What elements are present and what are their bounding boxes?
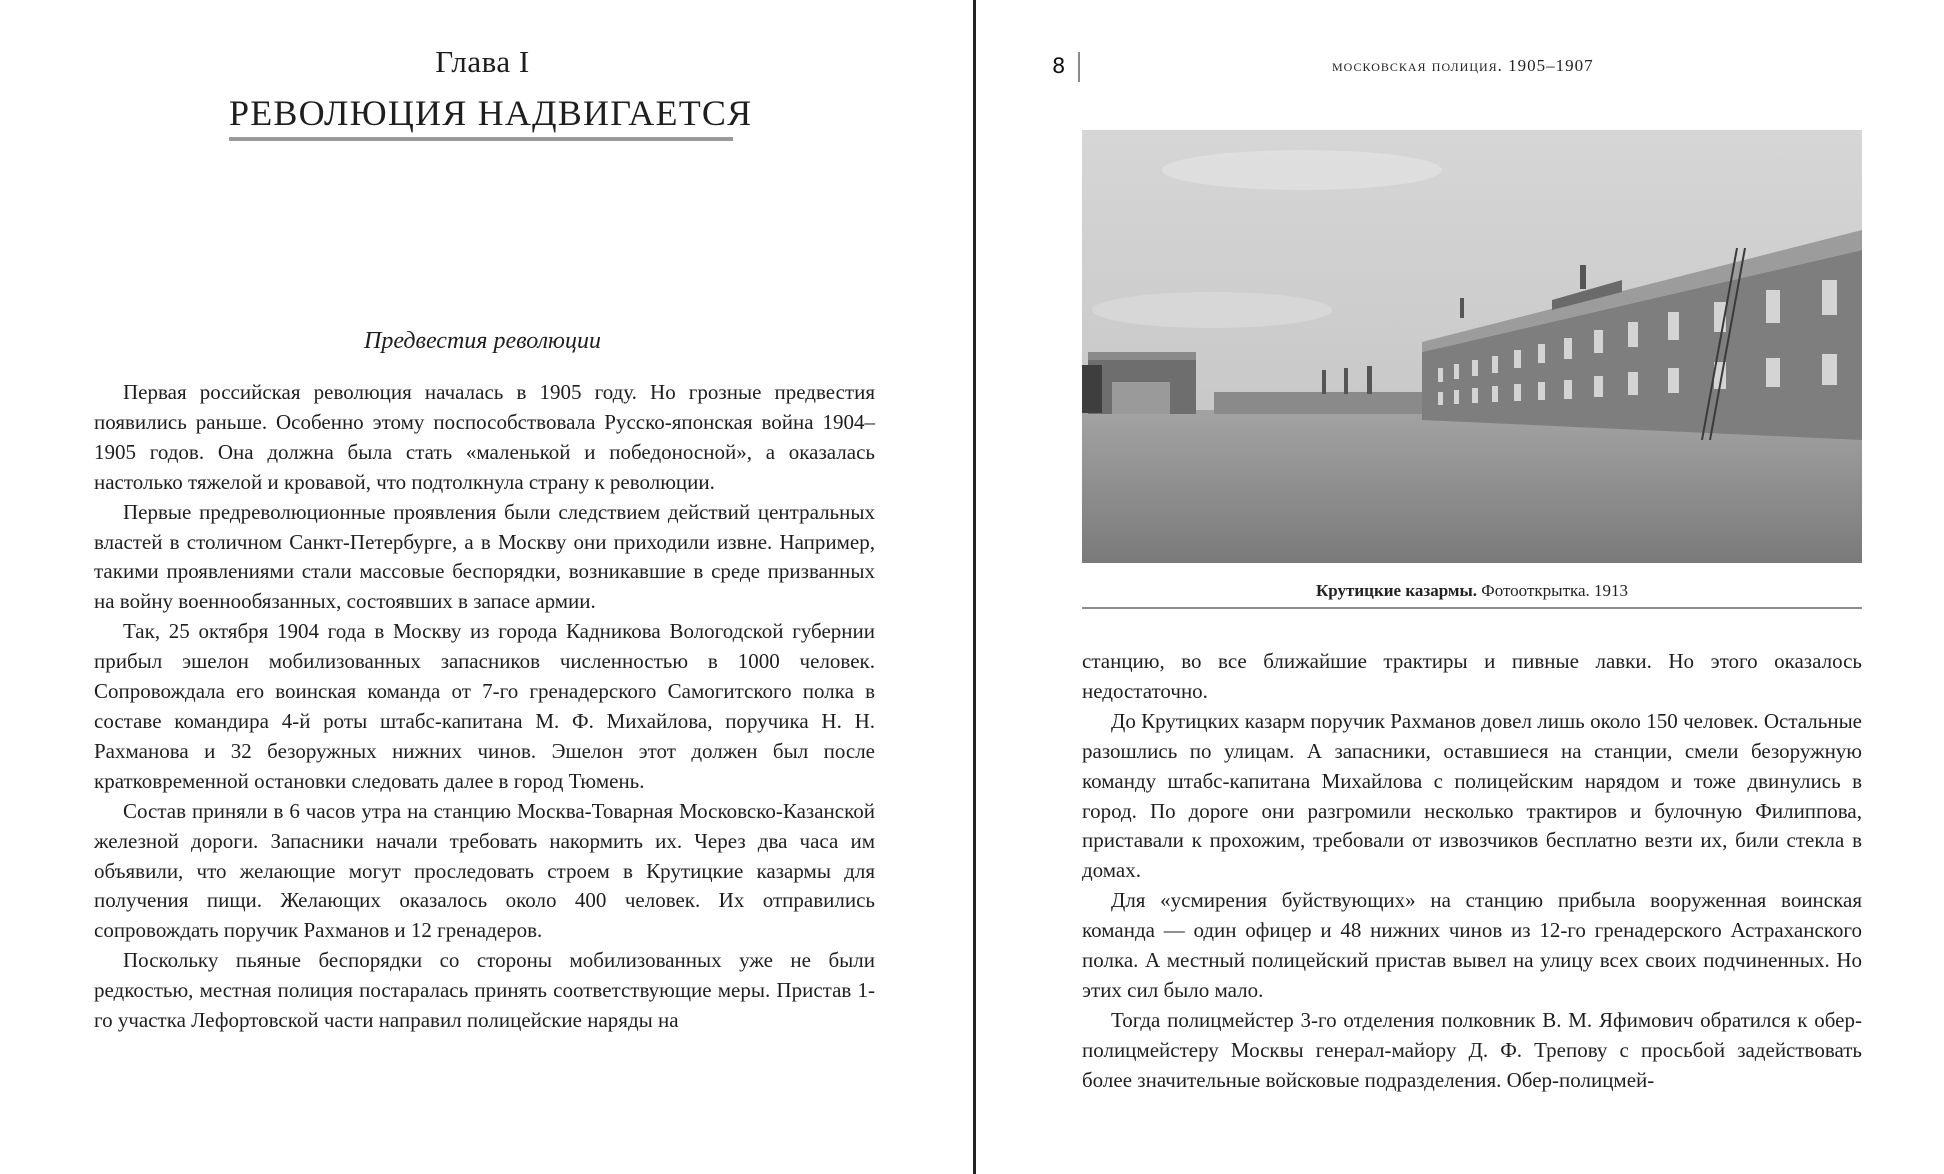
right-body-text bbox=[1082, 647, 1862, 1096]
page-number-separator bbox=[1078, 52, 1080, 82]
chapter-title: РЕВОЛЮЦИЯ НАДВИГАЕТСЯ bbox=[229, 93, 753, 133]
paragraph: Поскольку пьяные беспорядки со стороны мобилизованных уже не были редкостью, местная полиция постаралась принять соответствующие меры. Пристав 1-го участка Лефортовской части направил полицейские наряды на bbox=[94, 948, 875, 1033]
paragraph: Состав приняли в 6 часов утра на станцию Москва-Товарная Московско-Казанской железной дороги. Запасники начали требовать накормить их. Через два часа им объявили, что желающие могут проследовать строем в Крутицкие казармы для получения пищи. Желающих оказалось около 400 человек. Их отправились сопровождать поручик Рахманов и 12 гренадеров. bbox=[94, 798, 875, 943]
chapter-label: Глава I bbox=[435, 44, 530, 79]
paragraph: Так, 25 октября 1904 года в Москву из города Кадникова Вологодской губернии прибыл эшелон мобилизованных запасников численностью в 1000 человек. Сопровождала его воинская команда от 7-го гренадерского Самогитского полка в составе командира 4-й роты штабс-капитана М. Ф. Михайлова, поручика Н. Н. Рахманова и 32 безоружных нижних чинов. Эшелон этот должен был после кратковременной остановки следовать далее в город Тюмень. bbox=[94, 619, 875, 793]
right-page bbox=[976, 0, 1944, 1174]
page-number: 8 bbox=[1052, 54, 1066, 78]
running-title: московская полиция. 1905–1907 bbox=[1332, 56, 1594, 75]
chapter-title-underline bbox=[229, 137, 733, 141]
paragraph: Первые предреволюционные проявления были следствием действий центральных властей в столичном Санкт-Петербурге, а в Москву они приходили извне. Например, такими проявлениями стали массовые беспорядки, возникавшие в среде призванных на войну военнообязанных, состоявших в запасе армии. bbox=[94, 499, 875, 614]
photo-caption bbox=[1082, 581, 1862, 601]
running-header bbox=[976, 54, 1944, 84]
paragraph: Тогда полицмейстер 3-го отделения полковник В. М. Яфимович обратился к обер-полицмейстеру Москвы генерал-майору Д. Ф. Трепову с просьбой задействовать более значительные войсковые подразделения. Обер-полицмей- bbox=[1082, 1007, 1862, 1092]
paragraph: До Крутицких казарм поручик Рахманов довел лишь около 150 человек. Остальные разошлись по улицам. А запасники, оставшиеся на станции, смели безоружную команду штабс-капитана Михайлова с полицейским нарядом и тоже двинулись в город. По дороге они разгромили несколько трактиров и булочную Филиппова, приставали к прохожим, требовали от извозчиков бесплатно везти их, били стекла в домах. bbox=[1082, 708, 1862, 883]
paragraph: Первая российская революция началась в 1905 году. Но грозные предвестия появились раньше. Особенно этому поспособствовала Русско-японская война 1904–1905 годов. Она должна была стать «маленькой и победоносной», а оказалась настолько тяжелой и кровавой, что подтолкнула страну к революции. bbox=[94, 380, 875, 494]
barracks-photo bbox=[1082, 130, 1862, 563]
paragraph: станцию, во все ближайшие трактиры и пивные лавки. Но этого оказалось недостаточно. bbox=[1082, 649, 1862, 703]
caption-rule bbox=[1082, 607, 1862, 609]
barracks-photo-illustration bbox=[1082, 130, 1862, 563]
left-body-text bbox=[94, 378, 875, 1036]
photo-caption-detail: Фотооткрытка. 1913 bbox=[1477, 581, 1629, 600]
photo-caption-title: Крутицкие казармы. bbox=[1315, 581, 1478, 600]
section-heading: Предвестия революции bbox=[364, 328, 601, 354]
paragraph: Для «усмирения буйствующих» на станцию прибыла вооруженная воинская команда — один офицер и 48 нижних чинов из 12-го гренадерского Астраханского полка. А местный полицейский пристав вывел на улицу всех своих подчиненных. Но этих сил было мало. bbox=[1082, 888, 1862, 1002]
